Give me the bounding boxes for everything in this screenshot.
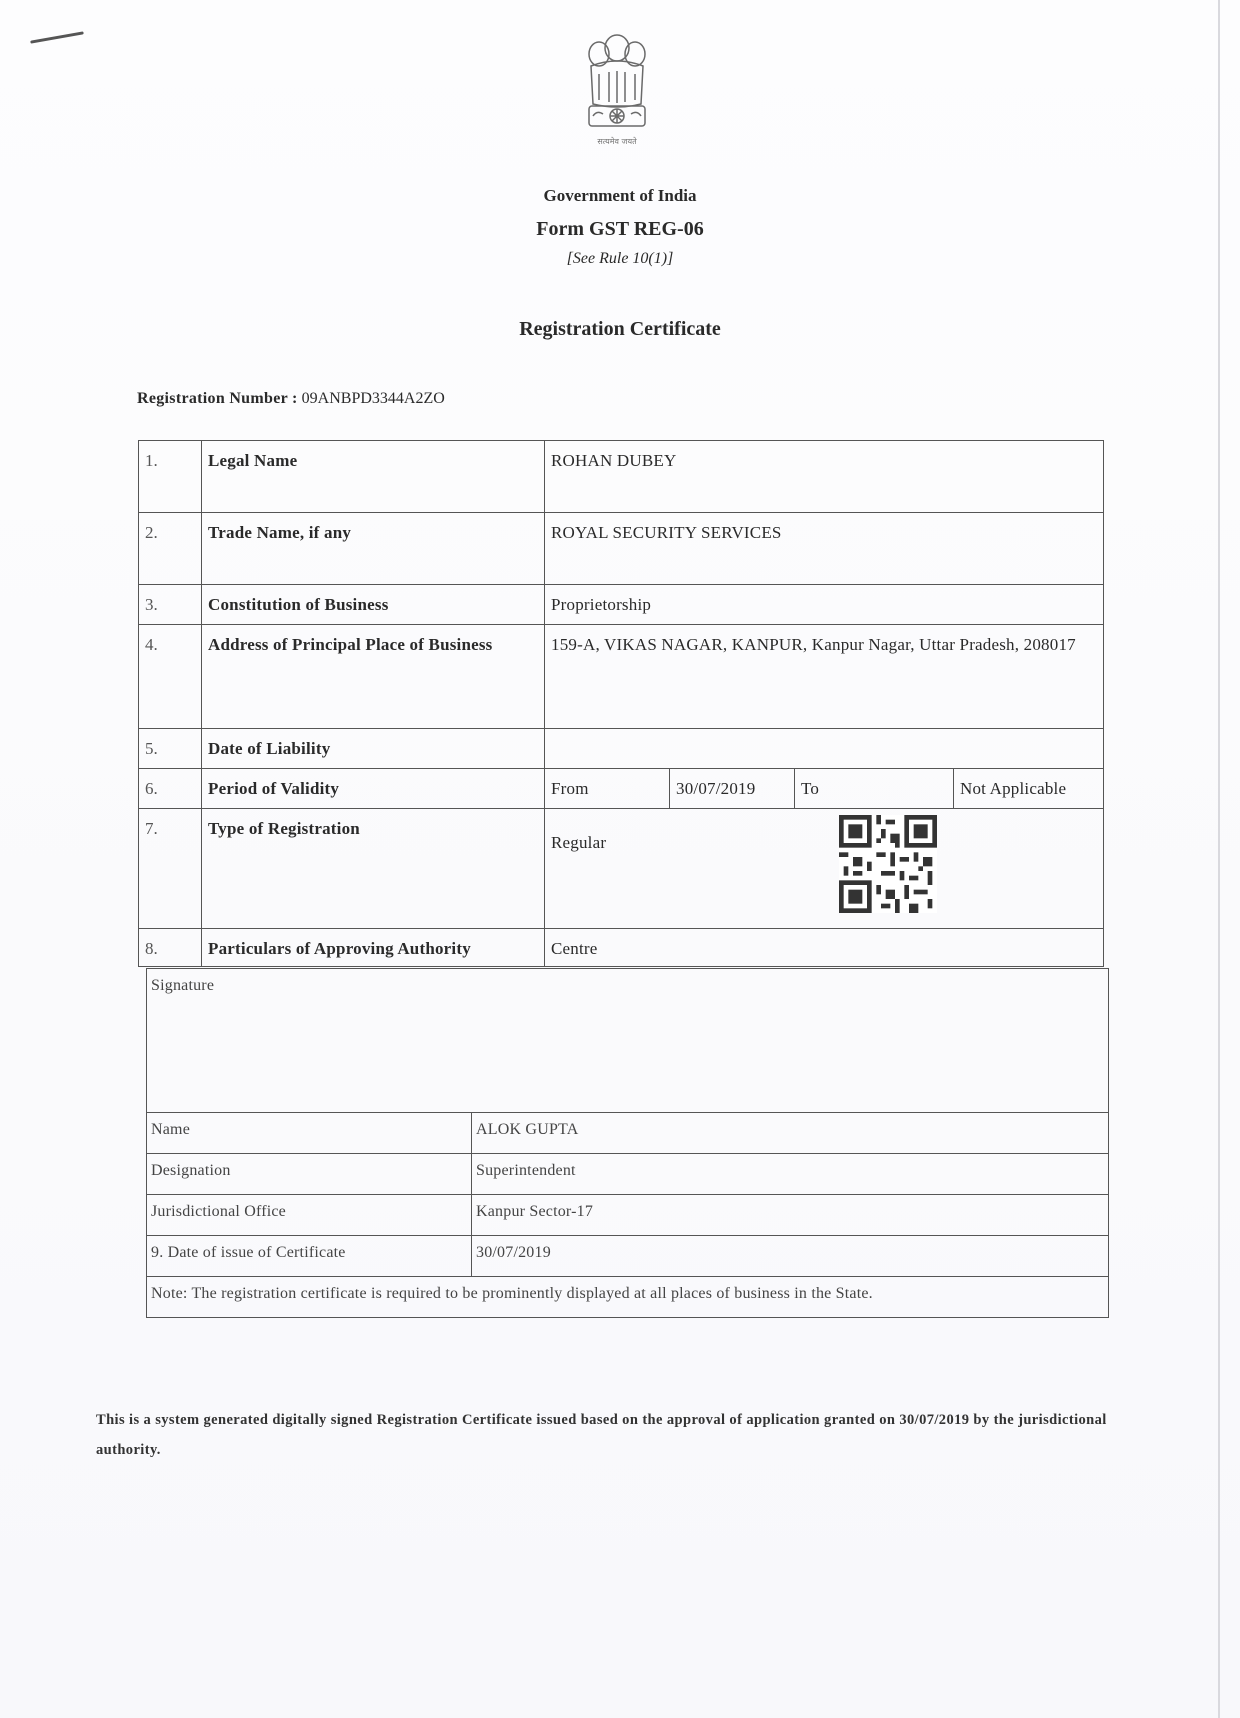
table-row [147,969,1109,1113]
trade-name-value: ROYAL SECURITY SERVICES [545,513,1104,585]
validity-from-value: 30/07/2019 [670,769,795,809]
legal-name-label: Legal Name [202,441,545,513]
validity-to-value: Not Applicable [954,769,1104,809]
registration-number [137,390,445,408]
signature-label: Signature [147,969,1109,1113]
row-number: 4. [139,625,202,729]
government-title: Government of India [543,186,697,205]
table-row [147,1277,1109,1318]
table-row [139,809,1104,929]
validity-to-label: To [795,769,954,809]
qr-code-icon [839,815,937,913]
trade-name-label: Trade Name, if any [202,513,545,585]
row-number: 3. [139,585,202,625]
registration-type-cell [545,809,1104,929]
registration-type-label: Type of Registration [202,809,545,929]
table-row [139,729,1104,769]
table-row [139,513,1104,585]
signature-table [146,968,1109,1318]
liability-date-label: Date of Liability [202,729,545,769]
national-emblem-icon [577,26,657,148]
footer-statement: This is a system generated digitally signed Registration Certificate issued based on the approval of application granted on 30/07/2019 by the jurisdictional authority. [96,1412,1107,1458]
validity-label: Period of Validity [202,769,545,809]
registration-number-value: 09ANBPD3344A2ZO [301,390,445,407]
jurisdictional-office-label: Jurisdictional Office [147,1195,472,1236]
row-number: 1. [139,441,202,513]
table-row [139,769,1104,809]
pen-mark [30,31,84,43]
jurisdictional-office-value: Kanpur Sector-17 [472,1195,1109,1236]
row-number: 7. [139,809,202,929]
constitution-label: Constitution of Business [202,585,545,625]
table-row [147,1154,1109,1195]
approving-authority-value: Centre [545,929,1104,967]
table-row [147,1195,1109,1236]
table-row [147,1236,1109,1277]
form-title: Form GST REG-06 [536,218,704,240]
emblem-motto: सत्यमेव जयते [597,137,637,146]
constitution-value: Proprietorship [545,585,1104,625]
display-note: Note: The registration certificate is required to be prominently displayed at all places of business in the State. [147,1277,1109,1318]
approving-authority-label: Particulars of Approving Authority [202,929,545,967]
officer-name-value: ALOK GUPTA [472,1113,1109,1154]
row-number: 8. [139,929,202,967]
registration-number-label: Registration Number : [137,390,298,407]
officer-name-label: Name [147,1113,472,1154]
table-row [139,585,1104,625]
row-number: 2. [139,513,202,585]
registration-type-value: Regular [551,833,607,852]
address-value: 159-A, VIKAS NAGAR, KANPUR, Kanpur Nagar, Uttar Pradesh, 208017 [545,625,1104,729]
table-row [139,625,1104,729]
issue-date-value: 30/07/2019 [472,1236,1109,1277]
registration-details-table [138,440,1104,967]
table-row [139,441,1104,513]
address-label: Address of Principal Place of Business [202,625,545,729]
legal-name-value: ROHAN DUBEY [545,441,1104,513]
validity-from-label: From [545,769,670,809]
certificate-title: Registration Certificate [519,318,721,340]
designation-value: Superintendent [472,1154,1109,1195]
designation-label: Designation [147,1154,472,1195]
row-number: 5. [139,729,202,769]
rule-reference: [See Rule 10(1)] [566,250,674,267]
row-number: 6. [139,769,202,809]
table-row [139,929,1104,967]
issue-date-label: 9. Date of issue of Certificate [147,1236,472,1277]
table-row [147,1113,1109,1154]
liability-date-value [545,729,1104,769]
